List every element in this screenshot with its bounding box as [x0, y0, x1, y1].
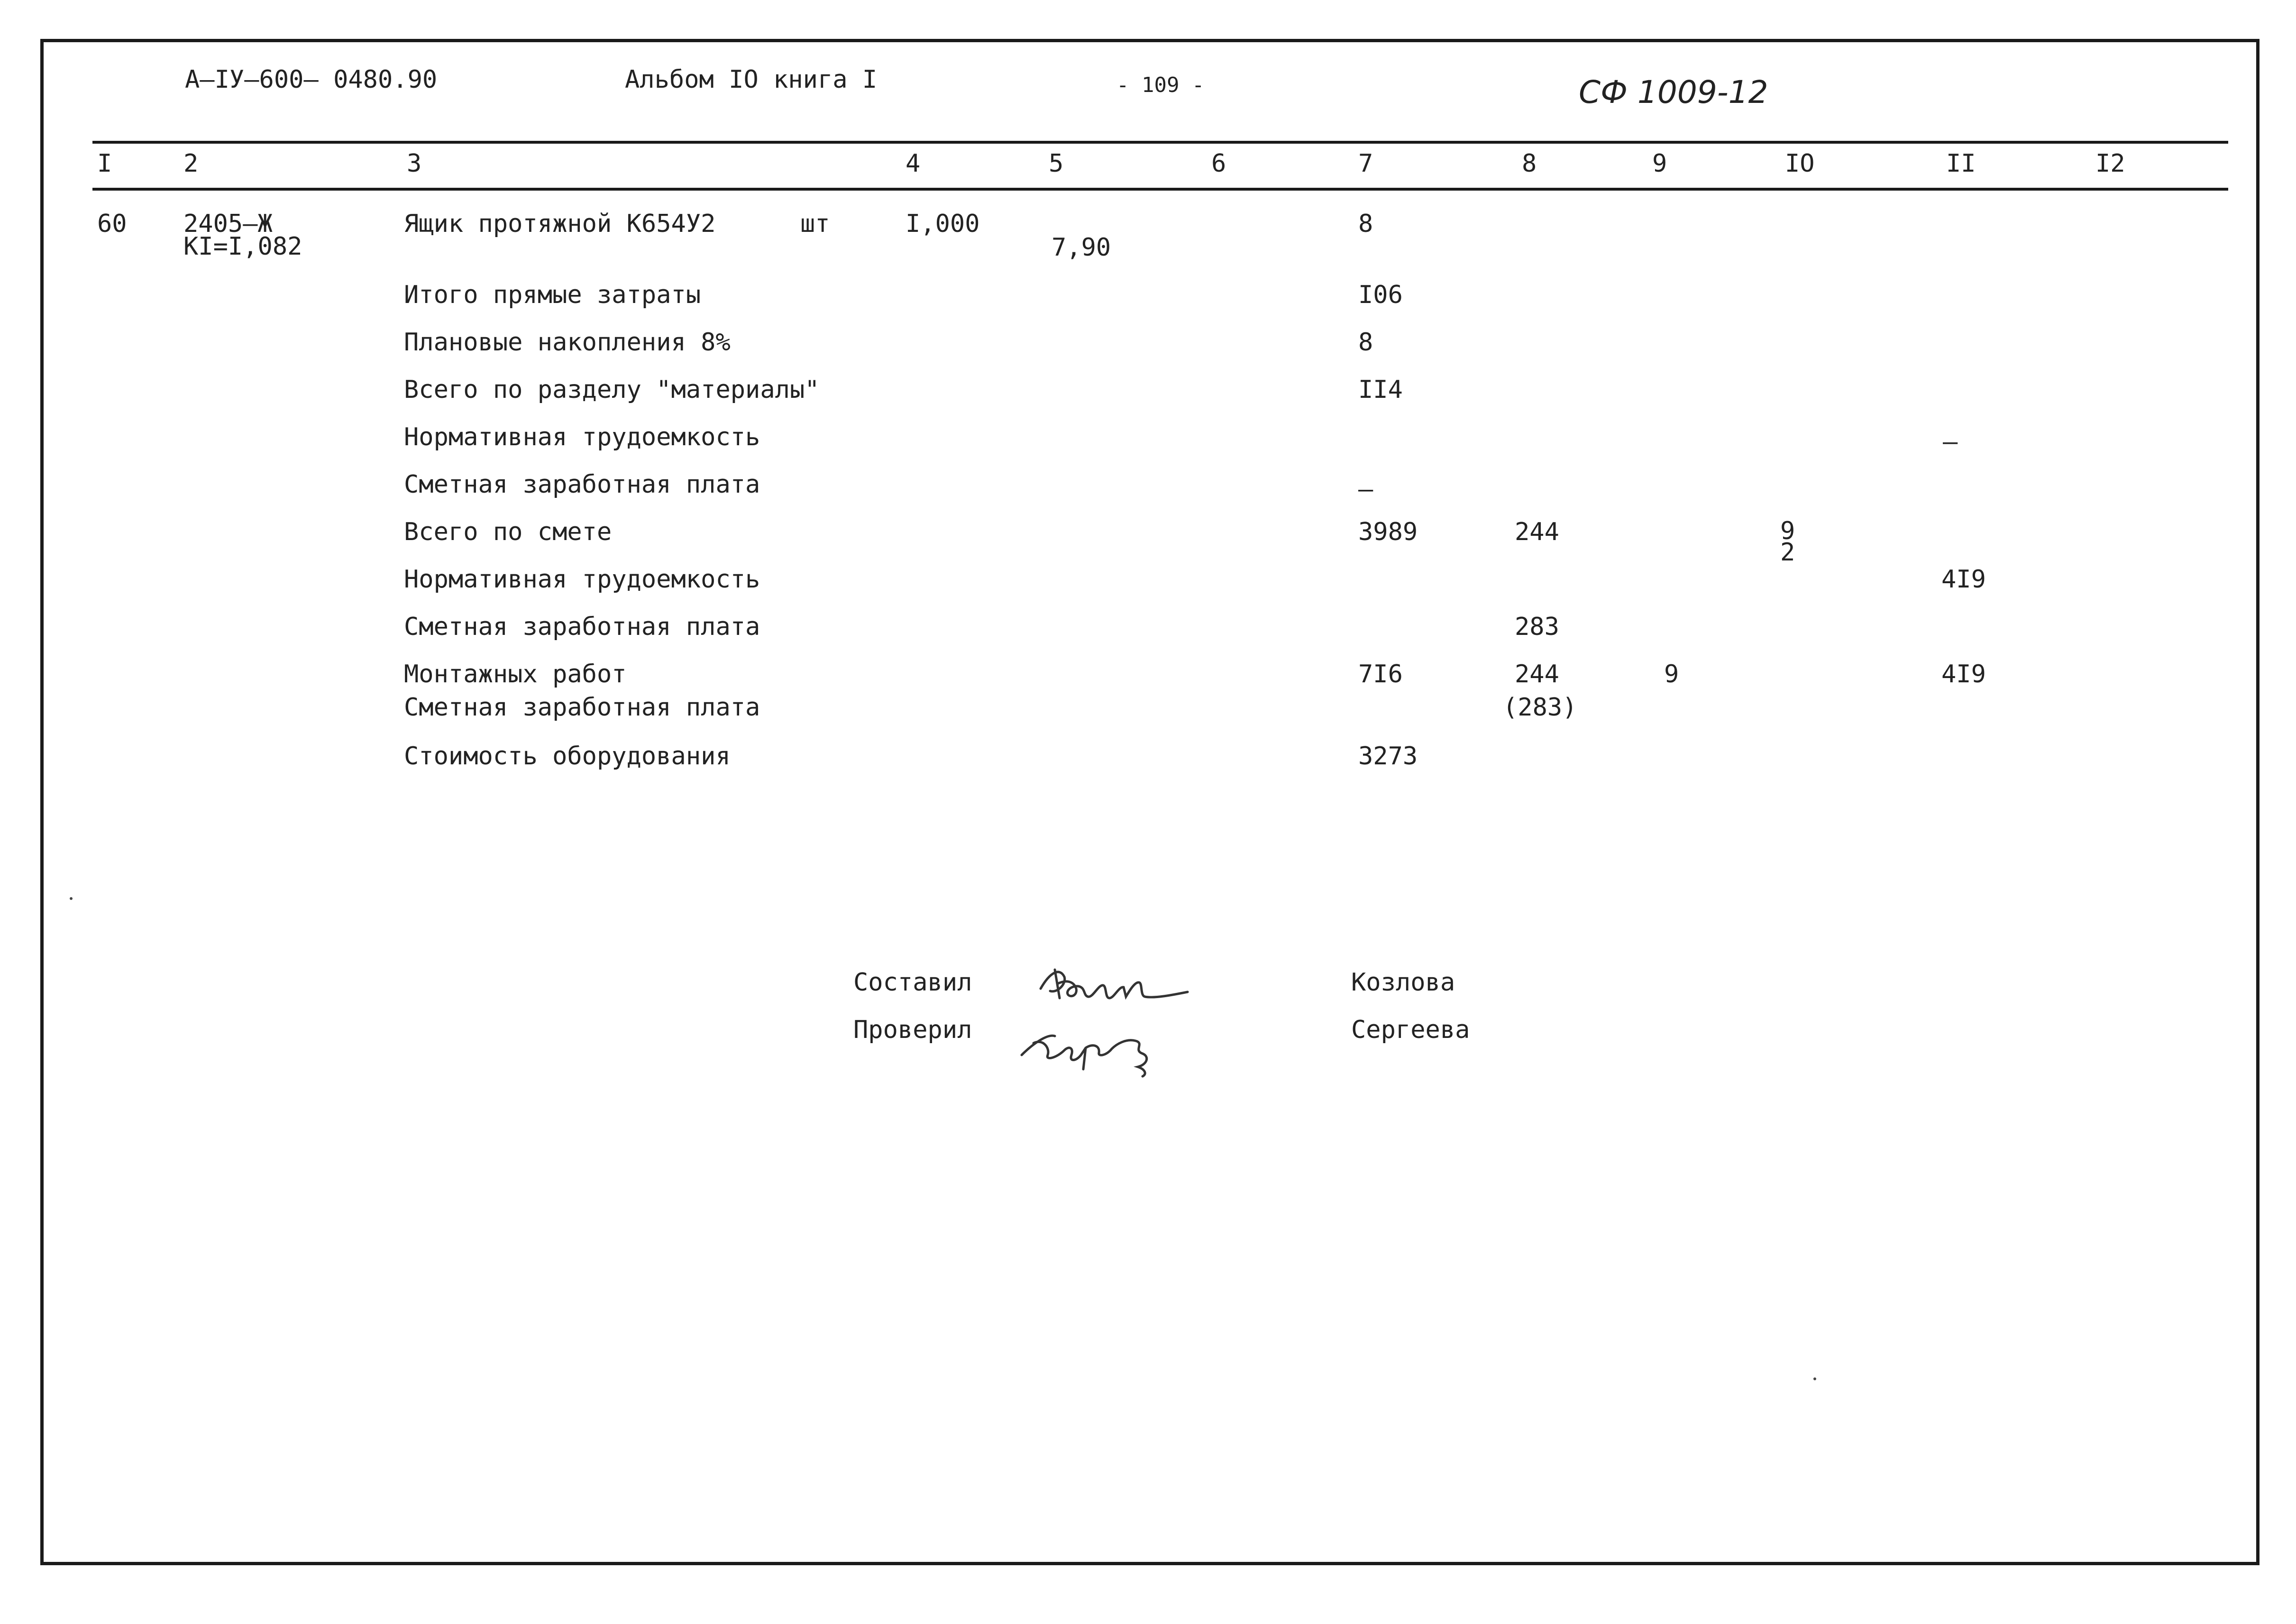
header-rule-bottom: [92, 188, 2228, 191]
summary-value-col8: 244: [1515, 518, 1559, 546]
column-header-12: I2: [2095, 149, 2125, 178]
column-header-3: 3: [407, 149, 422, 178]
summary-label: Нормативная трудоемкость: [404, 423, 760, 451]
column-header-9: 9: [1652, 149, 1667, 178]
summary-label: Всего по разделу "материалы": [404, 376, 820, 404]
summary-value-col7: 8: [1358, 328, 1373, 357]
document-code: А–IУ–600– 0480.90: [185, 65, 438, 94]
item-unit-price: 7,90: [1052, 233, 1111, 262]
summary-value-col8: 244: [1515, 660, 1559, 688]
summary-label: Всего по смете: [404, 518, 612, 546]
summary-value-col10: 2: [1780, 538, 1795, 567]
compiled-signature: [1031, 953, 1192, 1015]
item-unit: шт: [800, 210, 830, 238]
checked-by-label: Проверил: [853, 1016, 972, 1044]
summary-value-col11: 4I9: [1941, 565, 1986, 594]
summary-value-col10: 9: [1780, 517, 1795, 545]
checked-signature: [1015, 1010, 1166, 1081]
summary-value-col7: 3273: [1358, 742, 1418, 771]
compiled-by-label: Составил: [853, 968, 972, 997]
summary-value-col7: 7I6: [1358, 660, 1403, 688]
summary-value-col11: –: [1943, 428, 1958, 456]
summary-label: Нормативная трудоемкость: [404, 565, 760, 594]
summary-label: Сметная заработная плата: [404, 470, 760, 499]
scan-speck: [1813, 1377, 1816, 1380]
summary-label: Итого прямые затраты: [404, 281, 701, 309]
summary-label: Стоимость оборудования: [404, 742, 731, 771]
summary-value-col7: –: [1358, 475, 1373, 504]
compiled-by-name: Козлова: [1351, 968, 1455, 997]
summary-value-col11: 4I9: [1941, 660, 1986, 688]
item-code: 2405–Ж: [183, 210, 273, 238]
summary-value-col8: (283): [1503, 693, 1577, 722]
header-rule-top: [92, 141, 2228, 144]
column-header-5: 5: [1049, 149, 1064, 178]
album-title: Альбом IO книга I: [625, 65, 878, 94]
summary-label: Плановые накопления 8%: [404, 328, 731, 357]
summary-value-col7: I06: [1358, 281, 1403, 309]
column-header-1: I: [97, 149, 112, 178]
column-header-7: 7: [1358, 149, 1373, 178]
summary-label: Сметная заработная плата: [404, 693, 760, 722]
checked-by-name: Сергеева: [1351, 1016, 1470, 1044]
item-name: Ящик протяжной K654У2: [404, 210, 716, 238]
page-number: - 109 -: [1116, 73, 1205, 97]
column-header-8: 8: [1522, 149, 1537, 178]
summary-value-col7: 3989: [1358, 518, 1418, 546]
column-header-10: IO: [1785, 149, 1815, 178]
item-number: 60: [97, 210, 127, 238]
summary-value-col8: 283: [1515, 613, 1559, 641]
summary-label: Сметная заработная плата: [404, 613, 760, 641]
summary-label: Монтажных работ: [404, 660, 627, 688]
column-header-6: 6: [1211, 149, 1226, 178]
column-header-2: 2: [183, 149, 199, 178]
item-total: 8: [1358, 210, 1373, 238]
scan-speck: [70, 897, 73, 900]
column-header-11: II: [1946, 149, 1976, 178]
sheet-code: СФ 1009-12: [1579, 74, 1768, 110]
summary-value-col9: 9: [1664, 660, 1679, 688]
item-quantity: I,000: [906, 210, 980, 238]
item-coefficient: KI=I,082: [183, 232, 302, 261]
summary-value-col7: II4: [1358, 376, 1403, 404]
page-frame: [40, 39, 2259, 1565]
column-header-4: 4: [906, 149, 921, 178]
